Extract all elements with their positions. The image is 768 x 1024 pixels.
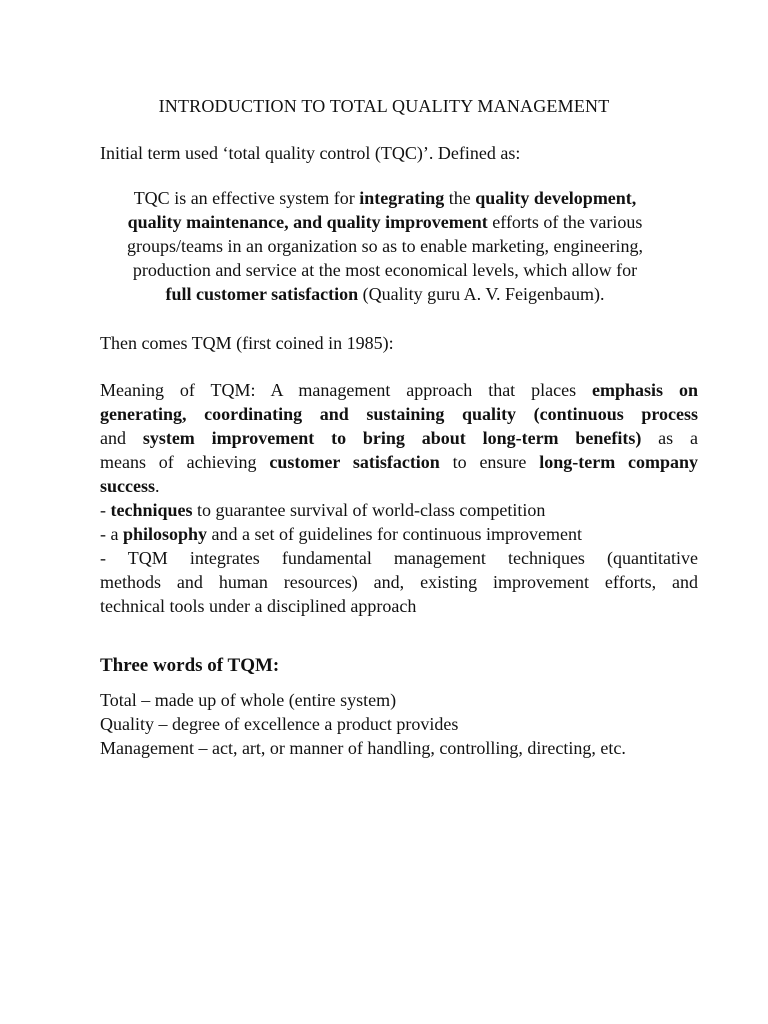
text-run: to ensure [439, 452, 540, 472]
meaning-line-1 [100, 378, 698, 402]
tqc-definition-line-4: production and service at the most economical levels, which allow for [132, 260, 638, 280]
bold-text: quality development, [475, 188, 637, 208]
three-words-item-management: Management – act, art, or manner of handling, controlling, directing, etc. [100, 738, 626, 758]
bullet-integrates-line-2: methods and human resources) and, existing improvement efforts, and [100, 572, 698, 592]
meaning-line-3 [100, 426, 698, 450]
tqc-definition-line-5 [90, 282, 680, 306]
bullet-philosophy [100, 522, 698, 546]
text-run: the [444, 188, 476, 208]
tqm-line: Then comes TQM (first coined in 1985): [100, 333, 394, 353]
text-run: means of achieving [100, 452, 270, 472]
bold-text: emphasis on [592, 380, 698, 400]
text-run: - a [100, 524, 123, 544]
three-words-item-total: Total – made up of whole (entire system) [100, 690, 397, 710]
tqc-definition-line-3: groups/teams in an organization so as to enable marketing, engineering, [126, 236, 644, 256]
text-run: as a [641, 428, 698, 448]
bullet-integrates-line-3: technical tools under a disciplined approach [100, 596, 417, 616]
bold-text: integrating [359, 188, 445, 208]
meaning-line-5 [100, 474, 698, 498]
bullet-integrates-line-1: - TQM integrates fundamental management techniques (quantitative [100, 548, 698, 568]
bold-text: full customer satisfaction [165, 284, 359, 304]
bold-text: customer satisfaction [269, 452, 440, 472]
text-run: to guarantee survival of world-class competition [192, 500, 546, 520]
text-run: (Quality guru A. V. Feigenbaum). [358, 284, 605, 304]
three-words-heading: Three words of TQM: [100, 655, 280, 676]
bold-text: system improvement to bring about long-term benefits) [142, 428, 642, 448]
page-title: INTRODUCTION TO TOTAL QUALITY MANAGEMENT [158, 96, 610, 116]
bold-text: techniques [110, 500, 193, 520]
bold-text: generating, coordinating and sustaining quality (continuous process [100, 404, 698, 424]
text-run: TQC is an effective system for [133, 188, 360, 208]
intro-line: Initial term used ‘total quality control (TQC)’. Defined as: [100, 143, 521, 163]
tqc-definition-line-2 [90, 210, 680, 234]
text-run: efforts of the various [487, 212, 643, 232]
bullet-techniques [100, 498, 698, 522]
tqc-definition-line-1 [90, 186, 680, 210]
bold-text: philosophy [122, 524, 208, 544]
text-run: - [100, 500, 111, 520]
bold-text: success [100, 476, 155, 496]
bold-text: quality maintenance, and quality improvement [127, 212, 488, 232]
tqc-definition [90, 186, 680, 306]
tqm-meaning [100, 378, 698, 618]
bold-text: long-term company [539, 452, 699, 472]
text-run: and [100, 428, 143, 448]
meaning-line-2 [100, 402, 698, 426]
text-run: and a set of guidelines for continuous improvement [207, 524, 582, 544]
three-words-item-quality: Quality – degree of excellence a product provides [100, 714, 459, 734]
text-run: Meaning of TQM: A management approach that places [100, 380, 593, 400]
meaning-line-4 [100, 450, 698, 474]
text-run: . [155, 476, 160, 496]
